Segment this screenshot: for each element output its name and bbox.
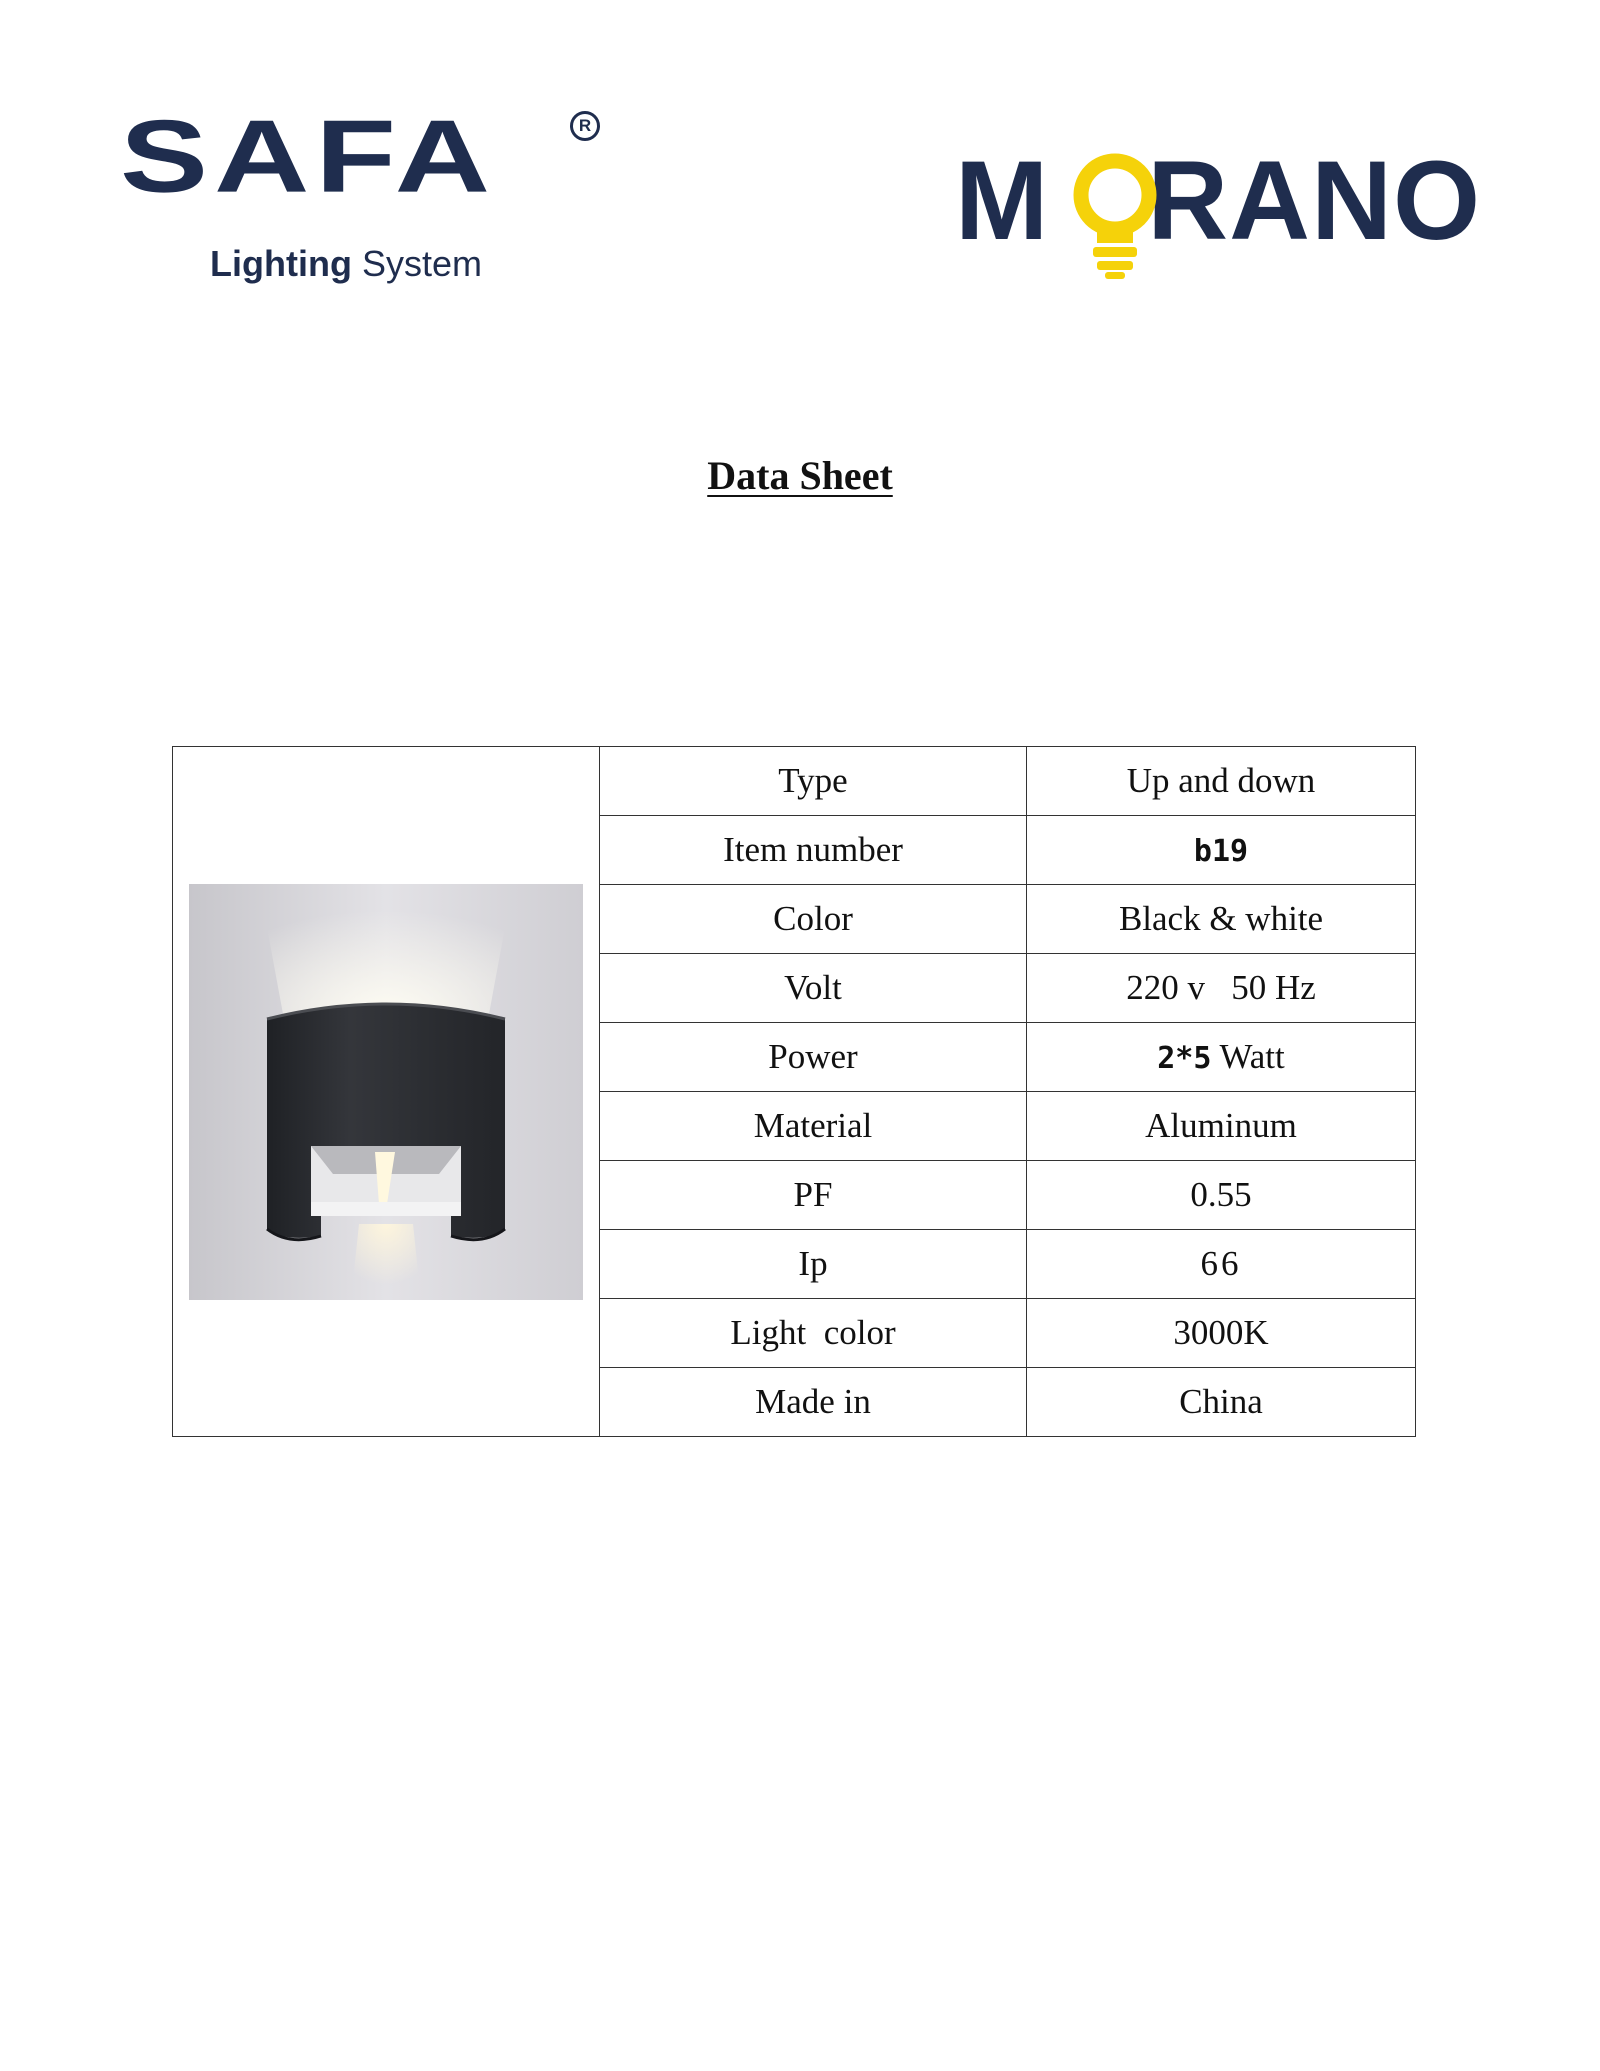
table-row	[173, 747, 1416, 816]
spec-label: Volt	[600, 954, 1027, 1023]
spec-label: Light color	[600, 1299, 1027, 1368]
spec-label: Item number	[600, 816, 1027, 885]
spec-label: PF	[600, 1161, 1027, 1230]
safa-logo-wordmark: SAFA	[120, 98, 497, 214]
spec-value: 66	[1027, 1230, 1416, 1299]
power-value-suffix: Watt	[1211, 1037, 1285, 1076]
power-value-prefix: 2*5	[1157, 1041, 1212, 1076]
spec-value: Black & white	[1027, 885, 1416, 954]
spec-value: Up and down	[1027, 747, 1416, 816]
safa-tagline-bold: Lighting	[210, 243, 352, 284]
safa-tagline-regular: System	[361, 243, 482, 284]
safa-logo	[120, 98, 620, 305]
spec-label: Ip	[600, 1230, 1027, 1299]
spec-label: Made in	[600, 1368, 1027, 1437]
registered-trademark-icon: R	[570, 111, 600, 141]
spec-table	[172, 746, 1416, 1437]
spec-value: 3000K	[1027, 1299, 1416, 1368]
item-number-value: b19	[1193, 834, 1249, 869]
spec-value: Aluminum	[1027, 1092, 1416, 1161]
page-title: Data Sheet	[707, 453, 893, 498]
morano-logo-rest-letters: RANO	[1147, 138, 1482, 263]
morano-logo	[955, 138, 1495, 285]
spec-label: Type	[600, 747, 1027, 816]
product-image-cell	[173, 747, 600, 1437]
spec-label: Material	[600, 1092, 1027, 1161]
spec-value	[1027, 816, 1416, 885]
safa-tagline	[210, 243, 482, 285]
spec-value: 0.55	[1027, 1161, 1416, 1230]
light-bulb-icon	[1063, 151, 1167, 281]
spec-label: Power	[600, 1023, 1027, 1092]
spec-label: Color	[600, 885, 1027, 954]
morano-logo-wordmark	[955, 138, 1482, 263]
spec-value: China	[1027, 1368, 1416, 1437]
spec-value	[1027, 1023, 1416, 1092]
spec-value: 220 v 50 Hz	[1027, 954, 1416, 1023]
morano-logo-first-letter: M	[955, 138, 1050, 263]
wall-lamp-photo	[189, 884, 583, 1300]
